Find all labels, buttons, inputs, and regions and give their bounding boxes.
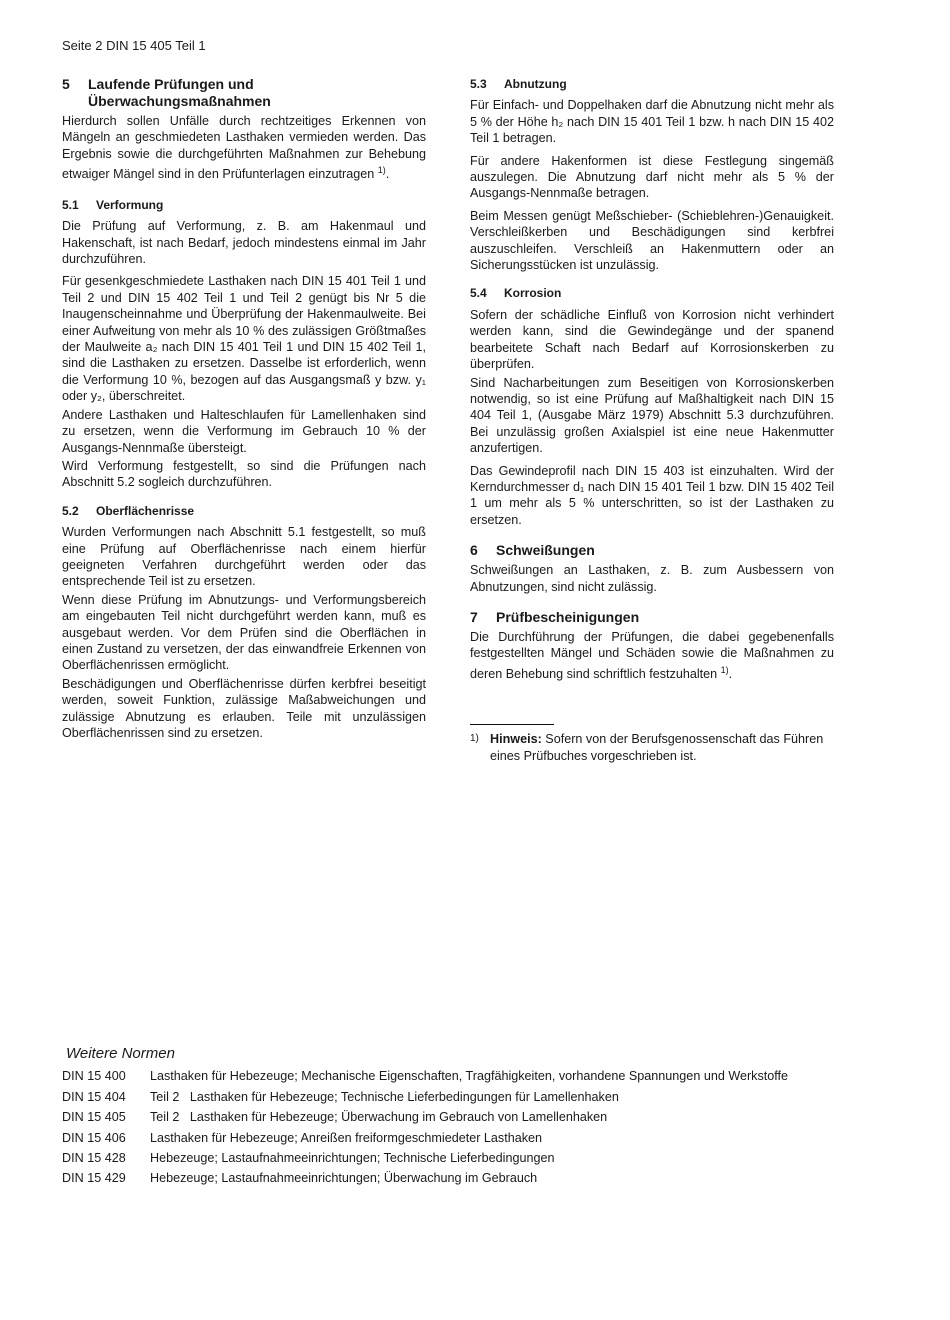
section-number: 6 [470, 542, 478, 559]
paragraph-end: . [728, 666, 733, 681]
section-number: 5 [62, 76, 70, 92]
section-title: Verformung [96, 197, 164, 212]
footnote-body [490, 731, 834, 764]
section-5-1-heading [62, 197, 426, 213]
section-title: Prüfbescheinigungen [496, 608, 640, 625]
section-5-2-heading [62, 503, 426, 519]
paragraph-text: Die Durchführung der Prüfungen, die dabei gegebenenfalls festgestellten Mängel und Schäden sowie die Maßnahmen zu deren Behebung sind schriftlich festzuhalten [470, 629, 834, 681]
section-title: Laufende Prüfungen und Überwachungsmaßnahmen [88, 76, 271, 109]
left-column [62, 76, 426, 747]
section-title: Schweißungen [496, 542, 595, 559]
page-header: Seite 2 DIN 15 405 Teil 1 [62, 38, 206, 53]
section-7-paragraph [470, 629, 834, 682]
paragraph-end: . [385, 167, 390, 182]
norm-text: Teil 2 Lasthaken für Hebezeuge; Technische Lieferbedingungen für Lamellenhaken [150, 1089, 619, 1104]
norm-id: DIN 15 400 [62, 1069, 126, 1084]
norm-id: DIN 15 406 [62, 1130, 126, 1145]
section-5-2-paragraph-1: Wurden Verformungen nach Abschnitt 5.1 festgestellt, so muß eine Prüfung auf Oberflächenrisse nach einem hierfür geeigneten Verfahren durchgeführt werden oder das entsprechende Teil ist zu ersetzen. [62, 525, 426, 589]
section-5-4-paragraph-3: Das Gewindeprofil nach DIN 15 403 ist einzuhalten. Wird der Kerndurchmesser d₁ nach DIN 15 401 Teil 1 bzw. DIN 15 402 Teil 1 um mehr als 5 % unterschritten, so ist der Lasthaken zu ersetzen. [470, 463, 834, 527]
section-5-3-heading [470, 76, 834, 92]
section-number: 7 [470, 608, 478, 625]
section-5-3-paragraph-2: Für andere Hakenformen ist diese Festlegung singemäß auszulegen. Die Abnutzung darf nicht mehr als 5 % der Ausgangs-Nennmaße betragen. [470, 153, 834, 201]
section-6-paragraph: Schweißungen an Lasthaken, z. B. zum Ausbessern von Abnutzungen, sind nicht zulässig. [470, 563, 834, 594]
norm-id: DIN 15 405 [62, 1110, 126, 1125]
section-5-2-paragraph-2: Wenn diese Prüfung im Abnutzungs- und Verformungsbereich am eingebauten Teil nicht durchgeführt werden kann, muß es ausgebaut werden. Vor dem Prüfen sind die Oberflächen in einen Zustand zu versetzen, der das einwandfreie Erkennen von Oberflächenrissen ermöglicht. [62, 592, 426, 673]
footnote-ref: 1) [720, 664, 729, 675]
norm-row [62, 1130, 852, 1146]
right-column [470, 76, 834, 764]
section-5-1-paragraph-3: Andere Lasthaken und Halteschlaufen für Lamellenhaken sind zu ersetzen, wenn die Verformung im Gebrauch 10 % der Ausgangs-Nennmaße übersteigt. [62, 407, 426, 455]
weitere-normen-title: Weitere Normen [66, 1045, 175, 1062]
footnote-ref: 1) [377, 165, 386, 176]
section-5-2-paragraph-3: Beschädigungen und Oberflächenrisse dürfen kerbfrei beseitigt werden, soweit Funktion, zulässige Maßabweichungen und zulässige Abnutzung es erlauben. Teile mit unzulässigen Oberflächenrissen sind zu ersetzen. [62, 676, 426, 740]
norm-text: Hebezeuge; Lastaufnahmeeinrichtungen; Technische Lieferbedingungen [150, 1151, 555, 1166]
section-5-heading [62, 76, 426, 110]
norm-row [62, 1150, 852, 1166]
section-number: 5.3 [470, 77, 487, 91]
section-5-3-paragraph-3: Beim Messen genügt Meßschieber- (Schieblehren-)Genauigkeit. Verschleißkerben und Beschädigungen sind kerbfrei auszuschleifen. Verschleiß an Hakenmuttern oder an Sicherungsstücken ist unzulässig. [470, 208, 834, 273]
paragraph-text: Hierdurch sollen Unfälle durch rechtzeitiges Erkennen von Mängeln an geschmiedeten Lasthaken vermieden werden. Das Ergebnis sowie die durchgeführten Maßnahmen zur Behebung etwaiger Mängel sind in den Prüfunterlagen einzutragen [62, 114, 426, 182]
norm-text: Lasthaken für Hebezeuge; Mechanische Eigenschaften, Tragfähigkeiten, vorhandene Spannungen und Werkstoffe [150, 1069, 789, 1084]
section-number: 5.2 [62, 503, 79, 518]
norm-row [62, 1170, 852, 1186]
section-5-1-paragraph-4: Wird Verformung festgestellt, so sind die Prüfungen nach Abschnitt 5.2 sogleich durchzuführen. [62, 458, 426, 490]
section-title: Abnutzung [504, 77, 567, 91]
norm-id: DIN 15 429 [62, 1171, 126, 1186]
section-title: Oberflächenrisse [96, 503, 195, 518]
section-number: 5.4 [470, 286, 487, 301]
norm-text: Hebezeuge; Lastaufnahmeeinrichtungen; Überwachung im Gebrauch [150, 1171, 538, 1186]
footnote-divider [470, 724, 554, 725]
section-5-4-paragraph-1: Sofern der schädliche Einfluß von Korrosion nicht verhindert werden kann, sind die Gewindegänge und der spanend bearbeitete Schaft nach Bedarf auf Korrosionskerben zu überprüfen. [470, 307, 834, 372]
section-6-heading [470, 542, 834, 559]
section-title: Korrosion [504, 286, 562, 301]
section-5-paragraph [62, 113, 426, 183]
footnote-mark: 1) [470, 733, 479, 745]
section-7-heading [470, 609, 834, 626]
norm-text: Lasthaken für Hebezeuge; Anreißen freiformgeschmiedeter Lasthaken [150, 1130, 543, 1145]
footnote [470, 731, 834, 764]
section-5-3-paragraph-1: Für Einfach- und Doppelhaken darf die Abnutzung nicht mehr als 5 % der Höhe h₂ nach DIN 15 401 Teil 1 bzw. h nach DIN 15 402 Teil 1 betragen. [470, 98, 834, 146]
norm-text: Teil 2 Lasthaken für Hebezeuge; Überwachung im Gebrauch von Lamellenhaken [150, 1110, 608, 1125]
norm-row [62, 1089, 852, 1105]
norm-row [62, 1109, 852, 1125]
section-5-4-paragraph-2: Sind Nacharbeitungen zum Beseitigen von Korrosionskerben notwendig, so ist eine Prüfung auf Maßhaltigkeit nach DIN 15 404 Teil 1, (Ausgabe März 1979) Abschnitt 5.3 durchzuführen. Bei unzulässig großen Axialspiel ist eine neue Hakenmutter anzufertigen. [470, 375, 834, 456]
footnote-text: Sofern von der Berufsgenossenschaft das Führen eines Prüfbuches vorgeschrieben ist. [490, 732, 824, 763]
section-number: 5.1 [62, 197, 79, 212]
section-5-1-paragraph-2: Für gesenkgeschmiedete Lasthaken nach DIN 15 401 Teil 1 und Teil 2 und DIN 15 402 Teil 1 und Teil 2 genügt bis Nr 5 die Inaugenscheinnahme und Überprüfung der Hakenmaulweite. Bei einer Aufweitung von mehr als 10 % des zulässigen Größtmaßes der Maulweite a₂ nach DIN 15 401 Teil 1 und DIN 15 402 Teil 1, sind die Lasthaken zu ersetzen. Dasselbe ist erforderlich, wenn die Verformung 10 %, bezogen auf das Ausgangsmaß y bzw. y₁ oder y₂, überschreitet. [62, 274, 426, 404]
section-5-4-heading [470, 285, 834, 301]
footnote-label: Hinweis: [490, 732, 542, 747]
section-5-1-paragraph-1: Die Prüfung auf Verformung, z. B. am Hakenmaul und Hakenschaft, ist nach Bedarf, jedoch mindestens einmal im Jahr durchzuführen. [62, 219, 426, 267]
norm-row [62, 1068, 852, 1084]
weitere-normen [62, 1046, 852, 1191]
norm-id: DIN 15 404 [62, 1089, 126, 1104]
norm-id: DIN 15 428 [62, 1151, 126, 1166]
